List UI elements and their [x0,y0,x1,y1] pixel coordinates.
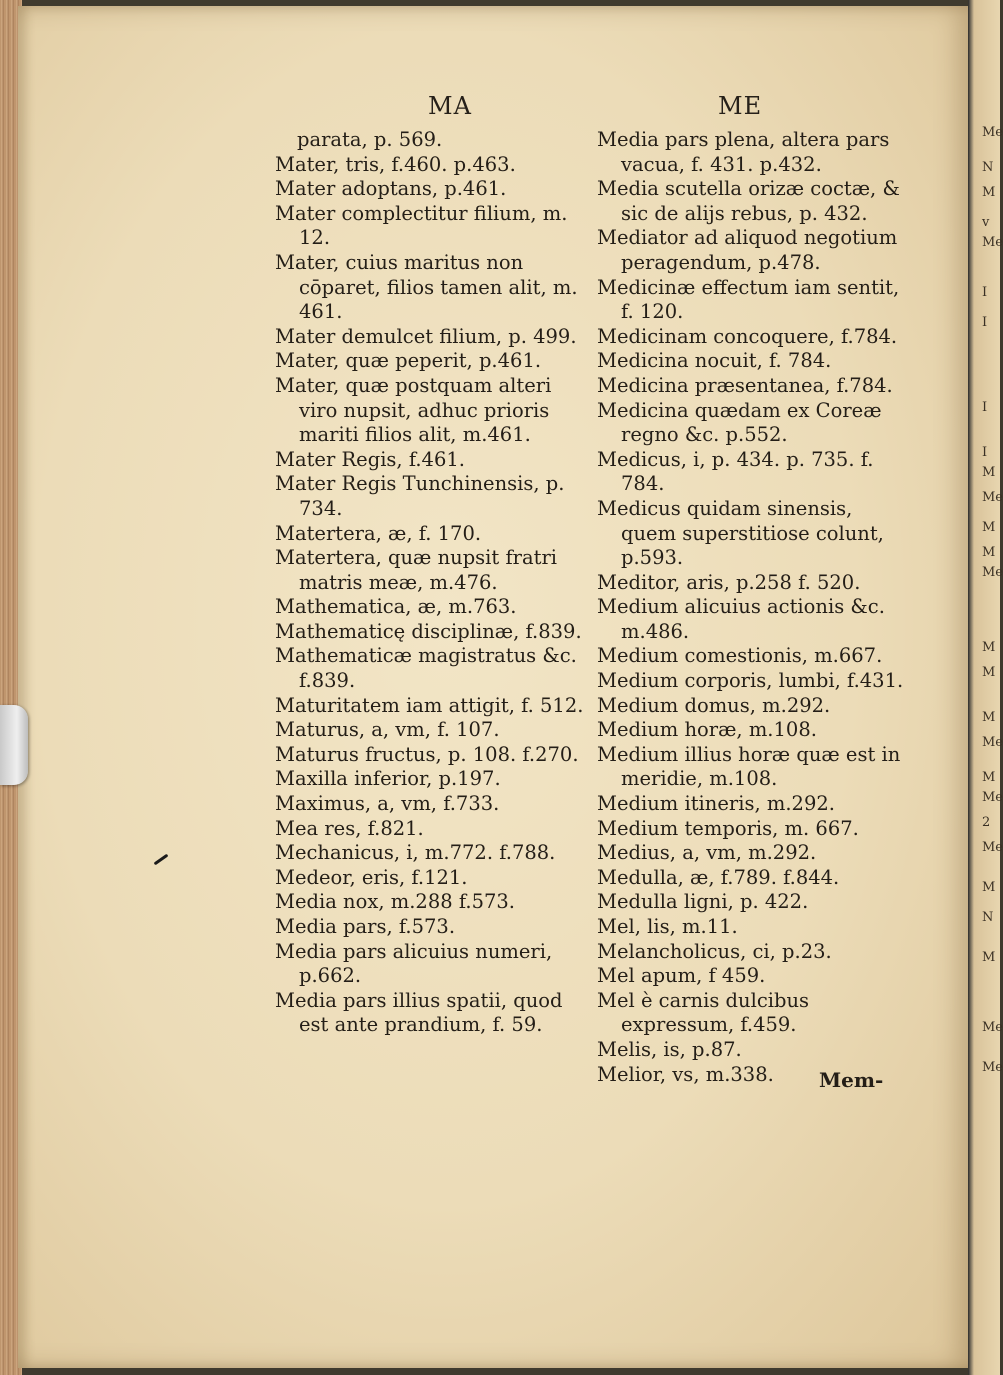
index-entry: Medicus quidam sinensis, quem superstitiose colunt, p.593. [597,496,884,570]
index-entry: Medius, a, vm, m.292. [597,841,817,865]
left-column [275,128,590,1038]
index-entry: Medicus, i, p. 434. p. 735. f. 784. [597,447,874,496]
index-entry: Mater Regis Tunchinensis, p. 734. [275,472,565,520]
next-page-fragment: Me [982,565,1003,580]
index-entry: Mel, lis, m.11. [597,915,738,938]
right-column [597,128,909,1087]
next-page-fragment: M [982,640,996,655]
index-entry: Media pars illius spatii, quod est ante prandium, f. 59. [275,988,563,1037]
index-entry: Mathematicæ magistratus &c. f.839. [275,644,577,693]
next-page-fragment: Me [982,735,1003,750]
index-entry: Mater, quæ postquam alteri viro nupsit, adhuc prioris mariti filios alit, m.461. [275,373,552,447]
index-entry: Meditor, aris, p.258 f. 520. [597,570,861,594]
index-entry: Melior, vs, m.338. [597,1062,774,1086]
index-entry: Media scutella orizæ coctæ, & sic de alijs rebus, p. 432. [597,177,900,225]
next-page-fragment: Me [982,125,1003,140]
next-page-fragment: N [982,910,994,925]
index-entry: Medium horæ, m.108. [597,718,817,742]
index-entry: Mediator ad aliquod negotium peragendum, p.478. [597,226,898,274]
index-entry: Mathematicę disciplinæ, f.839. [275,619,582,643]
index-entry: Mechanicus, i, m.772. f.788. [275,841,556,865]
index-entry: Medium temporis, m. 667. [597,816,859,840]
index-entry: Melis, is, p.87. [597,1037,742,1061]
index-entry: Media nox, m.288 f.573. [275,890,515,914]
index-entry: Mater, quæ peperit, p.461. [275,349,542,373]
index-entry: Mater demulcet filium, p. 499. [275,324,577,348]
index-entry: Medicina nocuit, f. 784. [597,349,832,373]
index-entry: Media pars alicuius numeri, p.662. [275,939,553,988]
index-entry: Medium illius horæ quæ est in meridie, m.108. [597,742,901,791]
index-entry: Medium alicuius actionis &c. m.486. [597,595,885,643]
next-page-fragment: M [982,665,996,680]
index-entry: Medicinam concoquere, f.784. [597,324,898,348]
index-entry: Matertera, æ, f. 170. [275,521,482,545]
next-page-fragment: I [982,315,988,330]
index-entry: Mel è carnis dulcibus expressum, f.459. [597,988,810,1037]
index-entry: Maturitatem iam attigit, f. 512. [275,693,584,717]
next-page-fragment: Me [982,790,1003,805]
header-left: MA [428,92,472,120]
next-page-fragment: M [982,545,996,560]
index-entry: Medulla ligni, p. 422. [597,890,809,914]
next-page-fragment: Me [982,1060,1003,1075]
index-entry: Medium comestionis, m.667. [597,644,883,668]
index-entry: Melancholicus, ci, p.23. [597,939,832,963]
next-page-fragment: Me [982,490,1003,505]
next-page-fragment: v [982,215,990,230]
next-page-fragment: M [982,710,996,725]
header-right: ME [718,92,763,120]
next-page-fragment: M [982,770,996,785]
index-entry: Mater, cuius maritus non cōparet, filios tamen alit, m. 461. [275,250,578,324]
index-entry: Media pars, f.573. [275,915,456,938]
index-entry: Mater, tris, f.460. p.463. [275,152,516,176]
index-entry: Medium corporis, lumbi, f.431. [597,669,904,693]
next-page-fragment: Me [982,235,1003,250]
index-entry: Media pars plena, altera pars vacua, f. 431. p.432. [597,128,890,176]
next-page-fragment: 2 [982,815,991,830]
catchword: Mem- [819,1068,884,1092]
index-entry: Maturus fructus, p. 108. f.270. [275,742,579,766]
next-page-fragment: M [982,465,996,480]
next-page-fragment: M [982,880,996,895]
index-entry: Maximus, a, vm, f.733. [275,792,500,816]
index-entry: Medicinæ effectum iam sentit, f. 120. [597,275,900,324]
index-entry: Mater adoptans, p.461. [275,177,507,201]
index-entry: Medicina quædam ex Coreæ regno &c. p.552. [597,398,882,447]
index-entry: Mea res, f.821. [275,816,424,840]
next-page-fragment: Me [982,840,1003,855]
next-page-fragment: N [982,160,994,175]
next-page-fragment: M [982,185,996,200]
index-entry: Mater Regis, f.461. [275,447,465,471]
index-entry: Matertera, quæ nupsit fratri matris meæ, m.476. [275,546,558,594]
page-clip [0,705,28,785]
index-entry: Maturus, a, vm, f. 107. [275,718,500,742]
index-entry: Medeor, eris, f.121. [275,865,468,889]
adjacent-page-edge [968,0,1003,1375]
index-entry: Medium domus, m.292. [597,693,831,717]
next-page-fragment: I [982,400,988,415]
index-entry: Medicina præsentanea, f.784. [597,373,893,397]
index-entry: Mel apum, f 459. [597,964,766,988]
next-page-fragment: M [982,520,996,535]
index-entry: Medium itineris, m.292. [597,792,835,816]
index-entry: Maxilla inferior, p.197. [275,767,501,791]
index-entry: Medulla, æ, f.789. f.844. [597,865,840,889]
index-entry: Mater complectitur filium, m. 12. [275,201,568,250]
next-page-fragment: I [982,445,988,460]
index-entry: parata, p. 569. [297,128,443,151]
index-entry: Mathematica, æ, m.763. [275,595,517,619]
next-page-fragment: Me [982,1020,1003,1035]
next-page-fragment: M [982,950,996,965]
next-page-fragment: I [982,285,988,300]
